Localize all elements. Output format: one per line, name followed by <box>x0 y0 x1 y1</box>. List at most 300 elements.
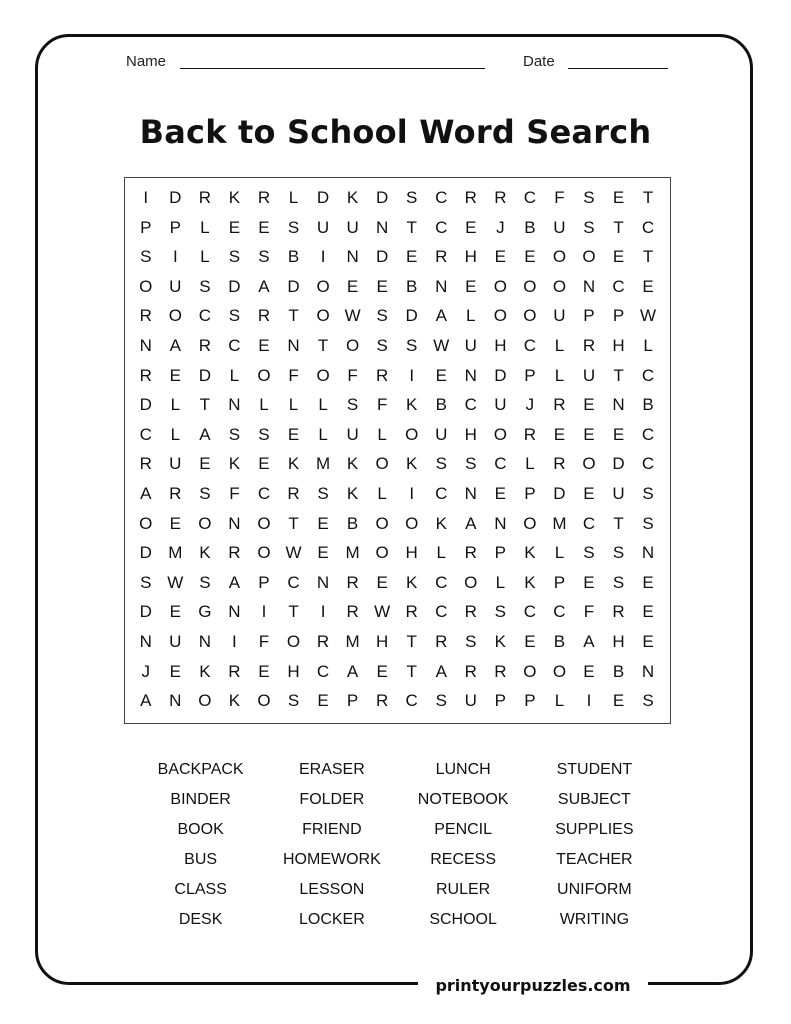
name-label: Name <box>126 53 167 70</box>
grid-letter: S <box>287 691 300 711</box>
grid-letter: I <box>261 602 267 622</box>
grid-letter: K <box>228 188 241 207</box>
grid-letter: D <box>405 306 418 326</box>
grid-letter: T <box>642 188 654 207</box>
grid-letter: N <box>376 217 389 237</box>
grid-letter: I <box>409 365 415 385</box>
grid-letter: U <box>169 276 182 296</box>
grid-letter: P <box>494 543 506 563</box>
grid-letter: U <box>464 335 477 355</box>
grid-letter: A <box>199 424 211 444</box>
grid-letter: B <box>287 247 300 267</box>
grid-letter: O <box>523 276 537 296</box>
grid-row <box>131 218 663 248</box>
grid-letter: R <box>464 602 477 622</box>
grid-letter: C <box>405 691 418 711</box>
grid-letter: K <box>346 454 359 474</box>
grid-letter: N <box>494 513 507 533</box>
grid-letter: K <box>524 572 536 592</box>
grid-letter: E <box>376 572 388 592</box>
grid-letter: A <box>258 276 270 296</box>
grid-letter: N <box>582 276 596 296</box>
grid-letter: L <box>643 335 653 355</box>
grid-letter: C <box>582 513 596 533</box>
grid-letter: P <box>140 217 152 237</box>
word-list-item: UNIFORM <box>557 881 632 898</box>
grid-letter: E <box>169 513 181 533</box>
grid-letter: T <box>613 217 624 237</box>
grid-letter: K <box>524 543 536 563</box>
grid-letter: N <box>287 335 300 355</box>
grid-row <box>131 632 663 662</box>
grid-letter: W <box>344 306 361 326</box>
grid-letter: K <box>494 631 506 651</box>
grid-letter: L <box>554 691 565 711</box>
grid-letter: D <box>376 188 389 207</box>
grid-letter: R <box>257 188 271 207</box>
grid-letter: C <box>464 395 477 415</box>
grid-letter: W <box>167 572 184 592</box>
grid-letter: L <box>525 454 535 474</box>
grid-letter: S <box>199 276 211 296</box>
grid-letter: R <box>464 543 477 563</box>
grid-letter: D <box>494 365 507 385</box>
grid-letter: U <box>553 306 566 326</box>
grid-letter: H <box>405 543 418 563</box>
grid-letter: T <box>317 335 329 355</box>
grid-letter: S <box>642 483 654 503</box>
grid-letter: L <box>466 306 476 326</box>
grid-letter: P <box>524 691 536 711</box>
grid-row <box>131 602 663 632</box>
grid-letter: S <box>583 188 595 207</box>
grid-letter: O <box>375 513 389 533</box>
grid-letter: E <box>317 543 329 563</box>
grid-letter: C <box>257 483 271 503</box>
grid-letter: F <box>229 483 240 503</box>
grid-letter: O <box>552 247 567 267</box>
grid-letter: S <box>287 217 300 237</box>
grid-letter: R <box>228 543 241 563</box>
word-list-item: TEACHER <box>556 851 633 868</box>
grid-letter: O <box>375 454 389 474</box>
grid-letter: H <box>612 631 625 651</box>
grid-letter: T <box>199 395 211 415</box>
word-list-item: DESK <box>178 911 223 928</box>
grid-letter: S <box>140 572 152 592</box>
word-list-item: HOMEWORK <box>282 851 381 868</box>
grid-letter: O <box>316 365 330 385</box>
grid-letter: K <box>199 661 211 681</box>
grid-letter: P <box>524 365 536 385</box>
word-list-item: BUS <box>184 851 218 868</box>
grid-letter: C <box>435 188 448 207</box>
grid-letter: K <box>228 454 241 474</box>
grid-letter: R <box>346 572 359 592</box>
grid-letter: D <box>316 188 330 207</box>
grid-letter: I <box>232 631 237 651</box>
grid-letter: O <box>139 276 153 296</box>
grid-letter: P <box>494 691 506 711</box>
word-list-item: SCHOOL <box>429 911 497 928</box>
grid-letter: W <box>285 543 302 563</box>
grid-letter: T <box>406 661 417 681</box>
grid-letter: F <box>288 365 299 385</box>
grid-letter: L <box>495 572 506 592</box>
grid-letter: O <box>493 424 507 444</box>
grid-letter: R <box>435 631 448 651</box>
grid-letter: F <box>258 631 270 651</box>
grid-letter: I <box>143 188 149 207</box>
grid-letter: S <box>642 513 654 533</box>
grid-letter: E <box>583 395 595 415</box>
grid-letter: U <box>553 217 566 237</box>
grid-letter: D <box>376 247 389 267</box>
grid-letter: L <box>170 424 181 444</box>
grid-letter: U <box>346 424 359 444</box>
grid-letter: S <box>612 572 625 592</box>
grid-letter: B <box>406 276 418 296</box>
grid-letter: I <box>409 483 415 503</box>
grid-letter: O <box>198 513 212 533</box>
grid-letter: P <box>169 217 181 237</box>
grid-letter: O <box>523 306 537 326</box>
grid-letter: C <box>641 365 655 385</box>
word-list-item: CLASS <box>174 881 227 898</box>
grid-letter: R <box>376 691 389 711</box>
grid-letter: L <box>554 335 565 355</box>
grid-letter: K <box>346 483 359 503</box>
grid-letter: A <box>583 631 595 651</box>
grid-row <box>131 691 663 721</box>
grid-letter: E <box>346 276 359 296</box>
grid-letter: R <box>494 661 507 681</box>
grid-letter: R <box>198 335 211 355</box>
grid-row <box>131 277 663 307</box>
grid-letter: O <box>257 543 271 563</box>
grid-letter: E <box>612 424 625 444</box>
grid-letter: C <box>435 572 448 592</box>
grid-letter: W <box>433 335 450 355</box>
grid-letter: R <box>198 188 211 207</box>
grid-letter: C <box>612 276 625 296</box>
grid-letter: S <box>376 335 388 355</box>
word-list-item: STUDENT <box>556 761 633 778</box>
grid-letter: H <box>287 661 300 681</box>
grid-letter: K <box>199 543 211 563</box>
grid-letter: E <box>287 424 300 444</box>
grid-letter: K <box>406 395 418 415</box>
grid-letter: E <box>317 691 329 711</box>
word-list-item: LUNCH <box>435 761 491 778</box>
grid-letter: B <box>642 395 654 415</box>
grid-letter: E <box>612 247 625 267</box>
grid-row <box>131 395 663 425</box>
grid-letter: W <box>640 306 657 326</box>
grid-letter: C <box>435 217 448 237</box>
grid-letter: O <box>493 276 507 296</box>
grid-letter: R <box>435 247 448 267</box>
grid-letter: L <box>259 395 269 415</box>
grid-letter: R <box>228 661 241 681</box>
grid-letter: E <box>583 424 595 444</box>
word-list-item: ERASER <box>298 761 365 778</box>
grid-row <box>131 247 663 277</box>
word-list-item: FOLDER <box>299 791 365 808</box>
word-list-item: FRIEND <box>302 821 362 838</box>
grid-letter: K <box>435 513 447 533</box>
grid-letter: F <box>376 395 388 415</box>
grid-letter: T <box>613 513 624 533</box>
grid-letter: I <box>586 691 592 711</box>
grid-letter: C <box>523 602 537 622</box>
grid-letter: U <box>316 217 330 237</box>
grid-letter: S <box>583 543 595 563</box>
grid-row <box>131 543 663 573</box>
grid-letter: M <box>345 631 360 651</box>
grid-letter: U <box>612 483 625 503</box>
grid-letter: N <box>198 631 211 651</box>
grid-letter: K <box>228 691 241 711</box>
grid-letter: A <box>140 691 152 711</box>
grid-letter: B <box>524 217 536 237</box>
grid-letter: E <box>199 454 211 474</box>
grid-letter: W <box>374 602 391 622</box>
grid-letter: S <box>465 631 477 651</box>
grid-letter: P <box>583 306 595 326</box>
grid-letter: N <box>346 247 359 267</box>
grid-letter: R <box>169 483 182 503</box>
grid-letter: S <box>140 247 152 267</box>
grid-letter: K <box>406 454 418 474</box>
word-list-item: SUPPLIES <box>555 821 634 838</box>
grid-letter: U <box>169 631 182 651</box>
grid-letter: E <box>169 661 181 681</box>
word-list-item: BINDER <box>170 791 231 808</box>
grid-letter: U <box>169 454 182 474</box>
grid-letter: C <box>641 424 655 444</box>
grid-row <box>131 484 663 514</box>
grid-letter: S <box>258 424 270 444</box>
grid-letter: R <box>464 188 477 207</box>
grid-letter: R <box>582 335 596 355</box>
grid-letter: C <box>523 188 537 207</box>
grid-letter: R <box>376 365 389 385</box>
grid-letter: C <box>523 335 537 355</box>
grid-letter: C <box>435 602 448 622</box>
grid-letter: O <box>464 572 478 592</box>
grid-letter: O <box>582 247 596 267</box>
grid-letter: L <box>318 424 328 444</box>
grid-letter: O <box>345 335 360 355</box>
grid-letter: E <box>642 572 654 592</box>
grid-row <box>131 514 663 544</box>
grid-letter: S <box>258 247 270 267</box>
grid-row <box>131 454 663 484</box>
grid-letter: B <box>612 661 625 681</box>
grid-letter: E <box>169 365 181 385</box>
grid-letter: R <box>257 306 271 326</box>
grid-letter: N <box>641 661 655 681</box>
grid-letter: I <box>172 247 178 267</box>
grid-letter: E <box>524 631 536 651</box>
grid-letter: O <box>493 306 507 326</box>
grid-letter: I <box>320 602 326 622</box>
grid-letter: E <box>258 217 270 237</box>
grid-letter: E <box>228 217 241 237</box>
grid-letter: D <box>228 276 241 296</box>
grid-letter: R <box>612 602 625 622</box>
grid-letter: A <box>169 335 181 355</box>
grid-letter: C <box>641 217 655 237</box>
grid-letter: L <box>200 247 210 267</box>
grid-letter: L <box>229 365 240 385</box>
grid-letter: C <box>228 335 241 355</box>
grid-letter: N <box>435 276 448 296</box>
grid-letter: D <box>169 188 182 207</box>
grid-letter: R <box>139 306 152 326</box>
grid-letter: M <box>552 513 567 533</box>
grid-letter: O <box>316 306 330 326</box>
grid-letter: E <box>524 247 536 267</box>
grid-letter: H <box>376 631 389 651</box>
grid-letter: A <box>435 661 447 681</box>
grid-letter: L <box>377 483 387 503</box>
word-list-item: BOOK <box>177 821 224 838</box>
grid-letter: R <box>139 365 152 385</box>
grid-letter: S <box>228 247 241 267</box>
grid-letter: D <box>139 602 152 622</box>
grid-letter: S <box>465 454 477 474</box>
grid-letter: O <box>405 513 419 533</box>
letter-grid <box>131 188 663 721</box>
grid-letter: T <box>642 247 654 267</box>
grid-letter: S <box>228 424 241 444</box>
grid-letter: S <box>317 483 329 503</box>
word-list-item: RULER <box>436 881 491 898</box>
grid-letter: E <box>258 335 270 355</box>
grid-letter: J <box>141 661 151 681</box>
grid-letter: O <box>257 691 271 711</box>
grid-letter: P <box>524 483 536 503</box>
grid-letter: D <box>553 483 566 503</box>
grid-letter: E <box>465 276 477 296</box>
grid-letter: C <box>139 424 152 444</box>
grid-row <box>131 336 663 366</box>
grid-letter: E <box>553 424 566 444</box>
grid-row <box>131 366 663 396</box>
grid-letter: A <box>465 513 477 533</box>
grid-letter: A <box>435 306 447 326</box>
grid-letter: E <box>612 188 625 207</box>
grid-letter: L <box>170 395 181 415</box>
date-line <box>568 68 668 69</box>
grid-letter: E <box>583 661 595 681</box>
footer-site: printyourpuzzles.com <box>435 976 631 995</box>
grid-letter: F <box>347 365 358 385</box>
grid-letter: F <box>554 188 565 207</box>
grid-letter: U <box>346 217 359 237</box>
grid-letter: C <box>641 454 655 474</box>
grid-letter: B <box>553 631 566 651</box>
grid-letter: S <box>494 602 506 622</box>
grid-letter: M <box>315 454 331 474</box>
grid-letter: U <box>494 395 507 415</box>
grid-letter: A <box>140 483 152 503</box>
grid-letter: A <box>228 572 241 592</box>
grid-letter: N <box>464 483 477 503</box>
grid-letter: R <box>405 602 418 622</box>
grid-letter: R <box>139 454 152 474</box>
grid-letter: D <box>139 543 152 563</box>
grid-letter: O <box>257 513 271 533</box>
grid-letter: S <box>406 188 418 207</box>
grid-letter: P <box>258 572 270 592</box>
grid-letter: N <box>228 602 241 622</box>
grid-letter: S <box>583 217 595 237</box>
grid-letter: O <box>552 661 567 681</box>
grid-letter: N <box>641 543 655 563</box>
grid-row <box>131 425 663 455</box>
grid-row <box>131 188 663 218</box>
grid-letter: E <box>258 454 270 474</box>
grid-letter: O <box>286 631 301 651</box>
word-list-item: SUBJECT <box>557 791 631 808</box>
grid-letter: S <box>612 543 625 563</box>
grid-letter: S <box>199 483 211 503</box>
grid-letter: R <box>553 454 566 474</box>
grid-letter: M <box>168 543 183 563</box>
grid-letter: S <box>435 691 447 711</box>
grid-letter: T <box>288 306 299 326</box>
grid-letter: A <box>346 661 359 681</box>
grid-letter: L <box>200 217 210 237</box>
grid-letter: C <box>198 306 211 326</box>
grid-letter: T <box>288 602 299 622</box>
grid-letter: N <box>228 513 241 533</box>
grid-letter: S <box>199 572 211 592</box>
grid-letter: D <box>139 395 152 415</box>
grid-letter: L <box>436 543 446 563</box>
word-list-item: BACKPACK <box>157 761 244 778</box>
grid-letter: P <box>553 572 566 592</box>
grid-letter: O <box>316 276 330 296</box>
grid-letter: C <box>435 483 448 503</box>
word-list-item: LESSON <box>299 881 365 898</box>
grid-letter: H <box>612 335 625 355</box>
grid-letter: E <box>317 513 329 533</box>
grid-letter: E <box>376 661 388 681</box>
grid-letter: N <box>316 572 330 592</box>
grid-letter: R <box>494 188 507 207</box>
grid-letter: O <box>139 513 153 533</box>
grid-letter: E <box>583 483 595 503</box>
grid-letter: C <box>494 454 507 474</box>
grid-letter: E <box>642 631 654 651</box>
grid-letter: K <box>346 188 359 207</box>
grid-letter: E <box>465 217 477 237</box>
word-list-item: NOTEBOOK <box>417 791 509 808</box>
grid-row <box>131 306 663 336</box>
grid-letter: P <box>346 691 359 711</box>
grid-letter: D <box>287 276 300 296</box>
word-list <box>135 760 660 930</box>
grid-letter: S <box>346 395 359 415</box>
grid-letter: L <box>318 395 328 415</box>
grid-letter: S <box>406 335 418 355</box>
grid-letter: L <box>288 395 299 415</box>
grid-letter: E <box>169 602 181 622</box>
